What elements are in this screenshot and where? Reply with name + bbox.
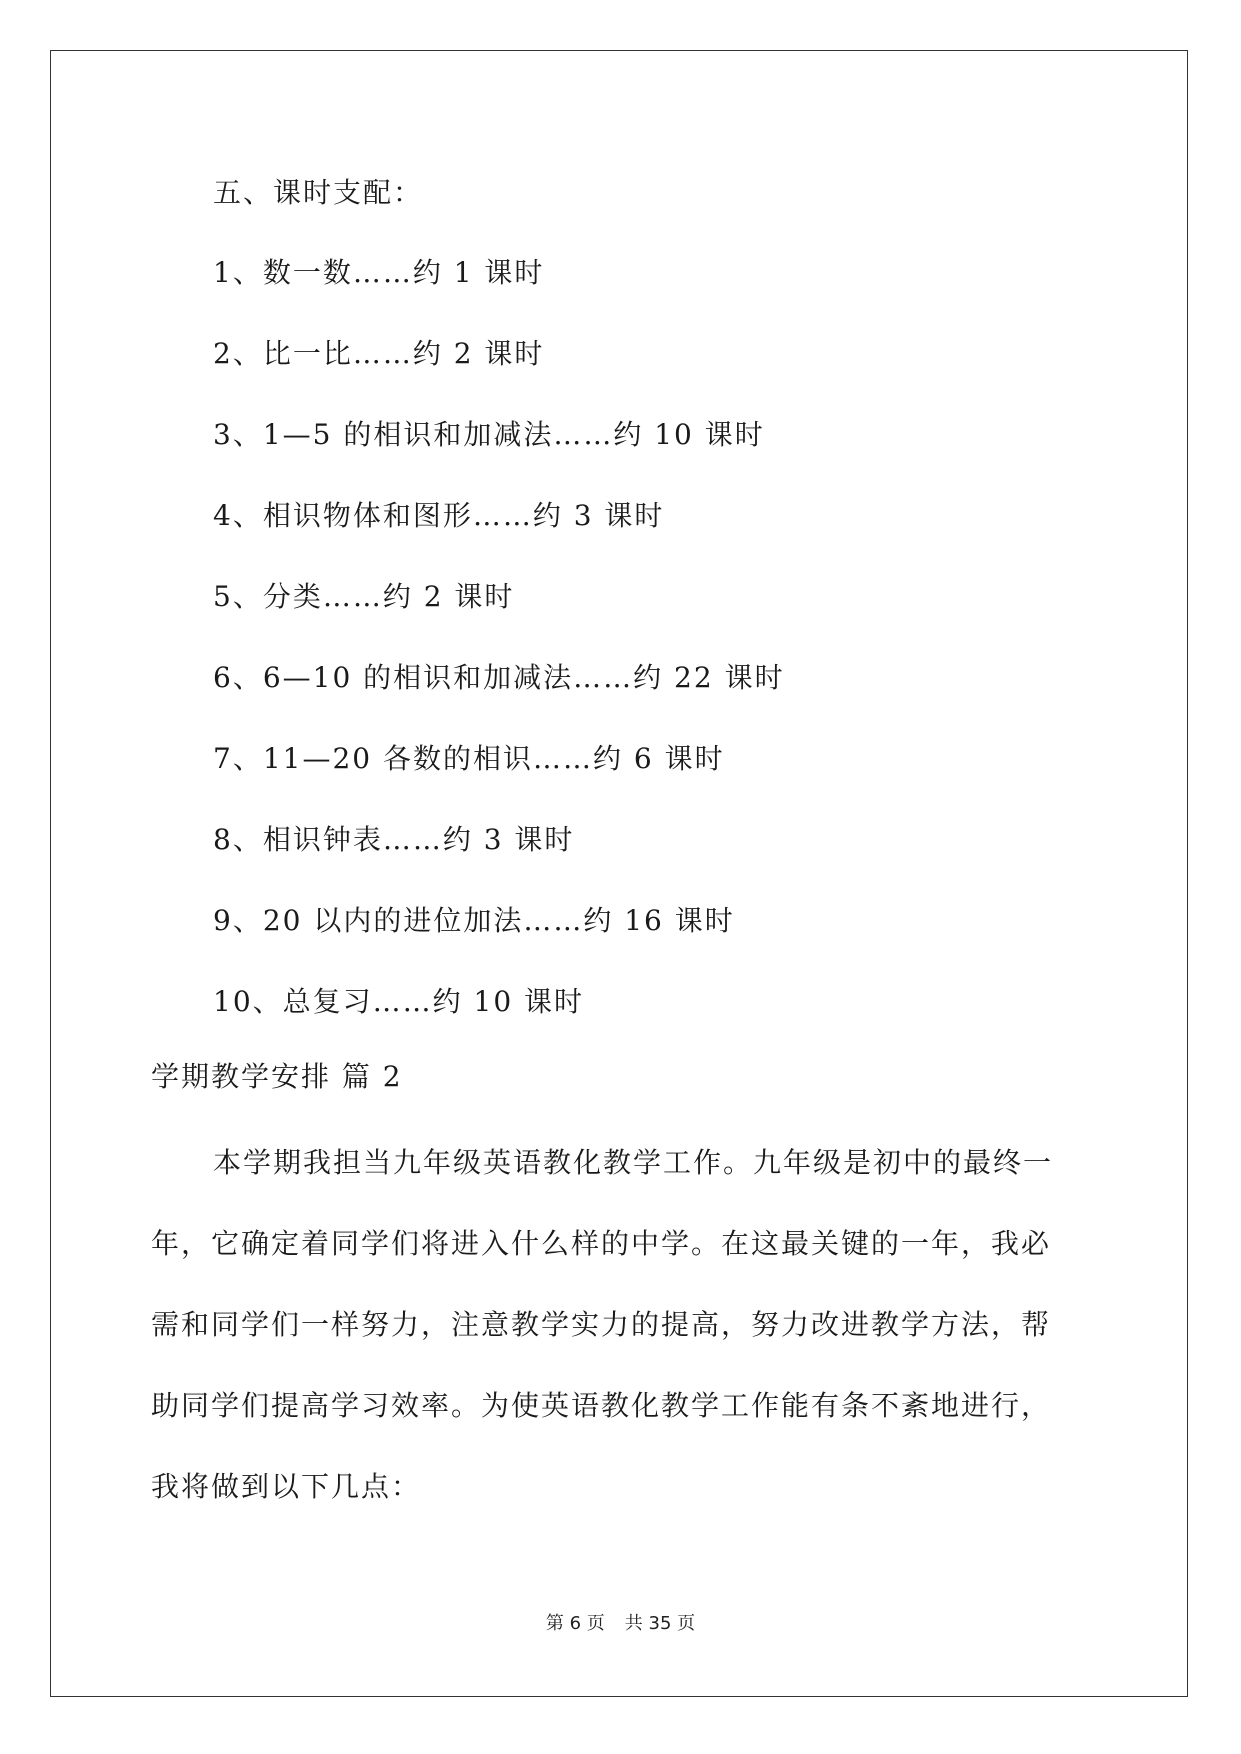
schedule-item: 6、6—10 的相识和加减法……约 22 课时 xyxy=(213,661,785,694)
schedule-item: 3、1—5 的相识和加减法……约 10 课时 xyxy=(213,418,765,451)
section-heading: 五、课时支配： xyxy=(213,176,424,209)
paragraph-line: 年，它确定着同学们将进入什么样的中学。在这最关键的一年，我必 xyxy=(151,1227,1052,1260)
schedule-item: 10、总复习……约 10 课时 xyxy=(213,985,585,1018)
paragraph-line: 我将做到以下几点： xyxy=(151,1470,422,1503)
schedule-item: 7、11—20 各数的相识……约 6 课时 xyxy=(213,742,725,775)
paragraph-line: 助同学们提高学习效率。为使英语教化教学工作能有条不紊地进行， xyxy=(151,1389,1052,1422)
page-number: 第 6 页 xyxy=(545,1613,605,1634)
schedule-item: 9、20 以内的进位加法……约 16 课时 xyxy=(213,904,735,937)
paragraph-line: 需和同学们一样努力，注意教学实力的提高，努力改进教学方法，帮 xyxy=(151,1308,1052,1341)
schedule-item: 5、分类……约 2 课时 xyxy=(213,580,515,613)
article-title: 学期教学安排 篇 2 xyxy=(151,1060,403,1093)
page-border xyxy=(50,50,1188,1697)
schedule-item: 2、比一比……约 2 课时 xyxy=(213,337,545,370)
schedule-item: 1、数一数……约 1 课时 xyxy=(213,256,545,289)
page-footer xyxy=(0,1612,1241,1636)
paragraph-line: 本学期我担当九年级英语教化教学工作。九年级是初中的最终一 xyxy=(213,1146,1054,1179)
schedule-item: 4、相识物体和图形……约 3 课时 xyxy=(213,499,665,532)
schedule-item: 8、相识钟表……约 3 课时 xyxy=(213,823,575,856)
page-total: 共 35 页 xyxy=(624,1613,696,1634)
